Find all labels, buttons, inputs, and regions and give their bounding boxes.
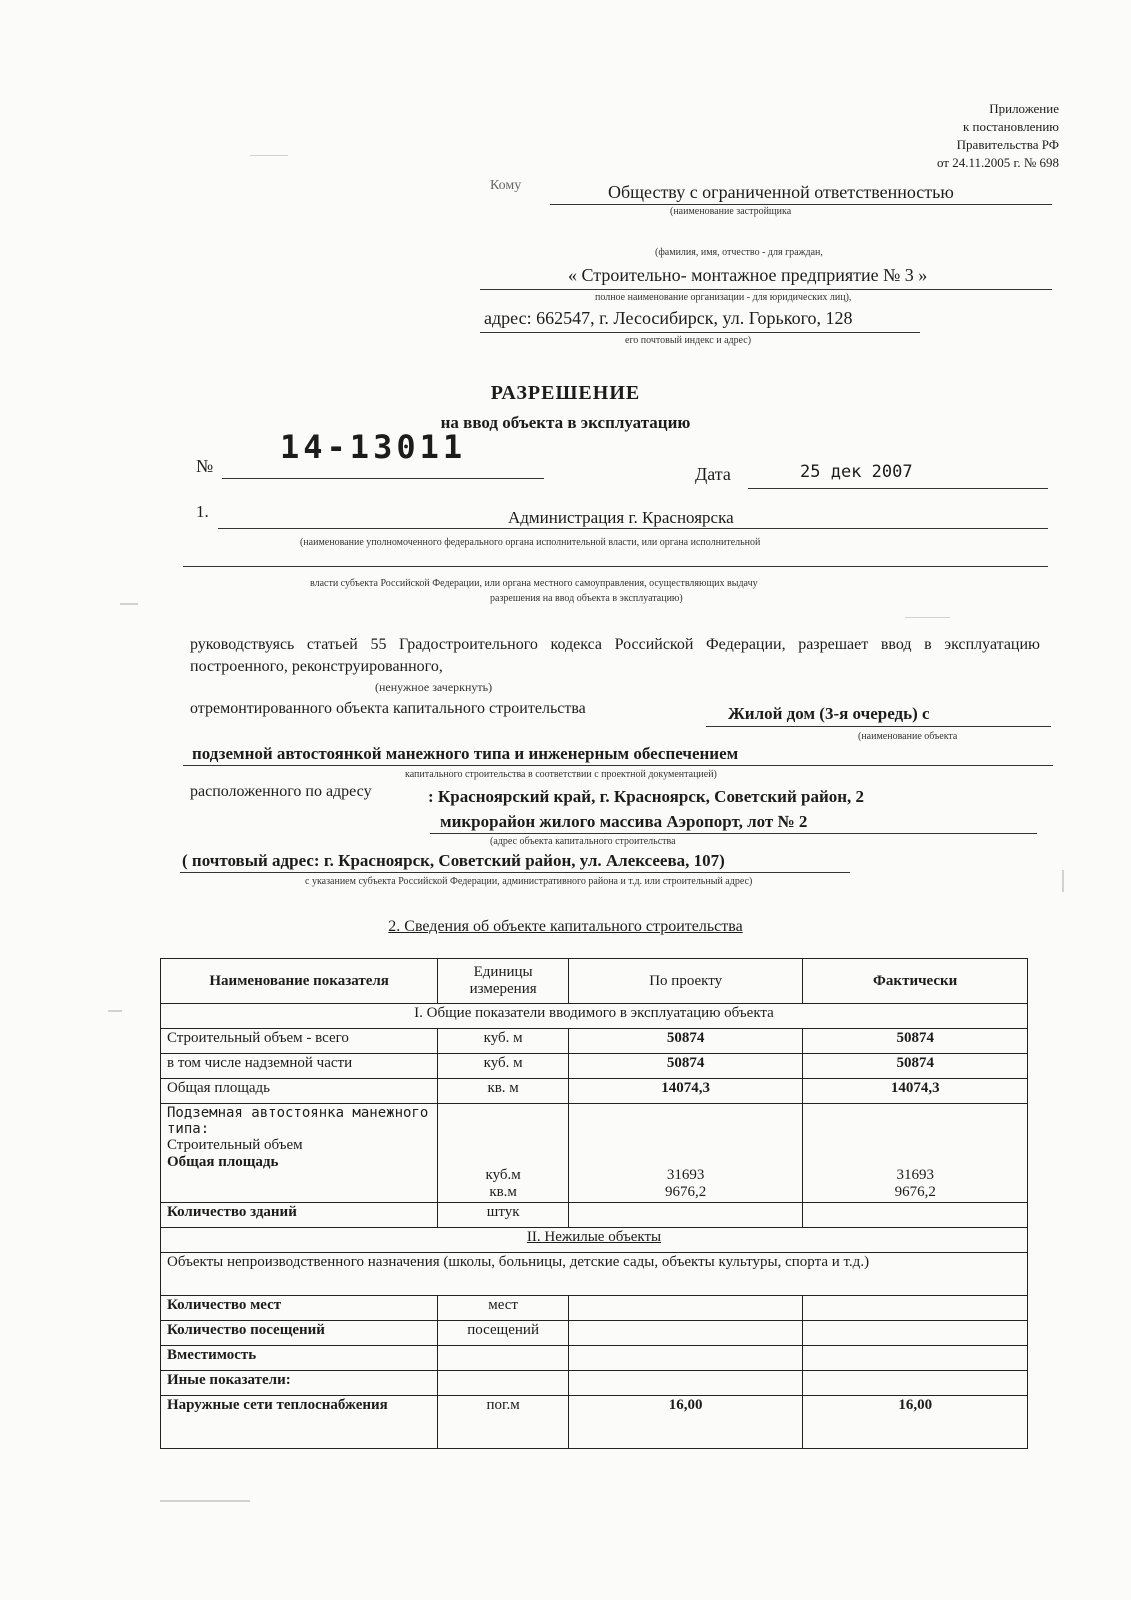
permit-number: 14-13011 bbox=[280, 428, 467, 466]
row-visits-name: Количество посещений bbox=[161, 1321, 438, 1346]
table-row bbox=[161, 1321, 1028, 1346]
object-name-2: подземной автостоянкой манежного типа и инженерным обеспечением bbox=[192, 744, 739, 763]
object-line-2 bbox=[183, 765, 1053, 766]
location-line-2: микрорайон жилого массива Аэропорт, лот № 2 bbox=[440, 812, 808, 831]
row-capacity-project bbox=[568, 1346, 802, 1371]
table-row bbox=[161, 1104, 1028, 1203]
parking-project bbox=[568, 1104, 802, 1203]
body-paragraph-1: руководствуясь статьей 55 Градостроительного кодекса Российской Федерации, разрешает ввод в эксплуатацию построенного, реконструированного, bbox=[190, 636, 1040, 675]
caption-object-2: капитального строительства в соответствии с проектной документацией) bbox=[405, 769, 717, 780]
row-heating-name: Наружные сети теплоснабжения bbox=[161, 1396, 438, 1449]
recipient-line-1 bbox=[550, 204, 1052, 205]
body-paragraph-2: отремонтированного объекта капитального строительства bbox=[190, 700, 586, 717]
table-row bbox=[161, 1371, 1028, 1396]
parking-row-2-project: 9676,2 bbox=[665, 1184, 707, 1200]
header-units: Единицы измерения bbox=[438, 959, 569, 1004]
recipient-address: адрес: 662547, г. Лесосибирск, ул. Горького, 128 bbox=[484, 308, 853, 328]
row-other-unit bbox=[438, 1371, 569, 1396]
recipient-caption-1: (наименование застройщика bbox=[670, 206, 792, 217]
location-underline bbox=[430, 833, 1037, 834]
row-2-unit: куб. м bbox=[438, 1054, 569, 1079]
row-other-project bbox=[568, 1371, 802, 1396]
appendix-line-1: Приложение bbox=[989, 101, 1059, 116]
parking-row-2-unit: кв.м bbox=[489, 1184, 517, 1200]
recipient-name-line-2: « Строительно- монтажное предприятие № 3 » bbox=[568, 265, 928, 285]
table-row bbox=[161, 1054, 1028, 1079]
row-1-unit: куб. м bbox=[438, 1029, 569, 1054]
caption-object: (наименование объекта bbox=[858, 731, 958, 742]
permit-number-line bbox=[222, 478, 544, 479]
buildings-project bbox=[568, 1203, 802, 1228]
parking-actual bbox=[803, 1104, 1028, 1203]
row-1-name: Строительный объем - всего bbox=[161, 1029, 438, 1054]
parking-row-2-actual: 9676,2 bbox=[894, 1184, 936, 1200]
row-1-project: 50874 bbox=[568, 1029, 802, 1054]
buildings-actual bbox=[803, 1203, 1028, 1228]
parking-units bbox=[438, 1104, 569, 1203]
caption-location: (адрес объекта капитального строительства bbox=[490, 836, 676, 847]
authority-caption-1: (наименование уполномоченного федерального органа исполнительной власти, или органа исполнительной bbox=[300, 537, 761, 548]
nonres-title: Объекты непроизводственного назначения (школы, больницы, детские сады, объекты культуры, спорта и т.д.) bbox=[161, 1253, 1028, 1296]
header-indicator: Наименование показателя bbox=[161, 959, 438, 1004]
row-visits-unit: посещений bbox=[438, 1321, 569, 1346]
table-row bbox=[161, 1396, 1028, 1449]
row-heating-project: 16,00 bbox=[568, 1396, 802, 1449]
postal-address: ( почтовый адрес: г. Красноярск, Советский район, ул. Алексеева, 107) bbox=[182, 851, 725, 870]
header-actual: Фактически bbox=[803, 959, 1028, 1004]
table-row bbox=[161, 1029, 1028, 1054]
scan-speck bbox=[160, 1500, 250, 1502]
postal-underline bbox=[180, 872, 850, 873]
recipient-line-2 bbox=[480, 289, 1052, 290]
recipient-caption-4: его почтовый индекс и адрес) bbox=[625, 335, 752, 346]
row-other-name: Иные показатели: bbox=[161, 1371, 438, 1396]
group-2-title: II. Нежилые объекты bbox=[161, 1228, 1028, 1253]
row-visits-actual bbox=[803, 1321, 1028, 1346]
row-capacity-actual bbox=[803, 1346, 1028, 1371]
row-seats-name: Количество мест bbox=[161, 1296, 438, 1321]
recipient-caption-2: (фамилия, имя, отчество - для граждан, bbox=[655, 247, 823, 258]
row-3-project: 14074,3 bbox=[568, 1079, 802, 1104]
object-line-1 bbox=[706, 726, 1051, 727]
parking-row-2-name: Общая площадь bbox=[167, 1154, 279, 1170]
row-3-name: Общая площадь bbox=[161, 1079, 438, 1104]
buildings-name: Количество зданий bbox=[161, 1203, 438, 1228]
permit-date-line bbox=[748, 488, 1048, 489]
permit-number-label: № bbox=[196, 456, 214, 476]
scan-speck bbox=[108, 1010, 122, 1012]
parking-row-1-project: 31693 bbox=[666, 1167, 705, 1183]
row-capacity-name: Вместимость bbox=[161, 1346, 438, 1371]
authority-line-1 bbox=[218, 528, 1048, 529]
authority-index: 1. bbox=[196, 502, 209, 521]
appendix-line-4: от 24.11.2005 г. № 698 bbox=[936, 155, 1059, 170]
parking-row-1-actual: 31693 bbox=[896, 1167, 934, 1183]
caption-postal: с указанием субъекта Российской Федерации, административного района и т.д. или строительный адрес) bbox=[305, 876, 753, 887]
document-title: РАЗРЕШЕНИЕ bbox=[490, 382, 641, 404]
buildings-unit: штук bbox=[438, 1203, 569, 1228]
row-heating-unit: пог.м bbox=[438, 1396, 569, 1449]
appendix-line-3: Правительства РФ bbox=[956, 137, 1059, 152]
row-seats-project bbox=[568, 1296, 802, 1321]
parking-title: Подземная автостоянка манежного типа: bbox=[167, 1105, 429, 1137]
authority-caption-3: разрешения на ввод объекта в эксплуатацию) bbox=[490, 593, 683, 604]
row-seats-unit: мест bbox=[438, 1296, 569, 1321]
section-2-title: 2. Сведения об объекте капитального строительства bbox=[388, 918, 743, 935]
parking-cell bbox=[161, 1104, 438, 1203]
authority-caption-2: власти субъекта Российской Федерации, или органа местного самоуправления, осуществляющих выдачу bbox=[310, 578, 758, 589]
table-header-row bbox=[161, 959, 1028, 1004]
recipient-caption-3: полное наименование организации - для юридических лиц), bbox=[595, 292, 852, 303]
group-1-title: I. Общие показатели вводимого в эксплуатацию объекта bbox=[161, 1004, 1028, 1029]
row-3-actual: 14074,3 bbox=[803, 1079, 1028, 1104]
row-visits-project bbox=[568, 1321, 802, 1346]
row-heating-actual: 16,00 bbox=[803, 1396, 1028, 1449]
group-row bbox=[161, 1004, 1028, 1029]
table-row bbox=[161, 1079, 1028, 1104]
table-row bbox=[161, 1253, 1028, 1296]
table-row bbox=[161, 1346, 1028, 1371]
table-row bbox=[161, 1296, 1028, 1321]
recipient-name-line-1: Обществу с ограниченной ответственностью bbox=[608, 182, 954, 202]
authority-name: Администрация г. Красноярска bbox=[508, 508, 734, 527]
location-line-1: : Красноярский край, г. Красноярск, Советский район, 2 bbox=[428, 787, 865, 806]
scan-speck bbox=[250, 155, 288, 156]
document-subtitle: на ввод объекта в эксплуатацию bbox=[440, 413, 691, 432]
recipient-label: Кому bbox=[490, 178, 522, 193]
row-other-actual bbox=[803, 1371, 1028, 1396]
appendix-block bbox=[937, 100, 1059, 172]
row-1-actual: 50874 bbox=[803, 1029, 1028, 1054]
group-row bbox=[161, 1228, 1028, 1253]
row-3-unit: кв. м bbox=[438, 1079, 569, 1104]
parking-row-1-unit: куб.м bbox=[485, 1167, 521, 1183]
permit-date-label: Дата bbox=[695, 464, 731, 484]
parking-row-1-name: Строительный объем bbox=[167, 1137, 303, 1153]
indicators-table bbox=[160, 958, 1028, 1449]
recipient-line-3 bbox=[480, 332, 920, 333]
row-2-actual: 50874 bbox=[803, 1054, 1028, 1079]
authority-line-2 bbox=[183, 566, 1048, 567]
table-row bbox=[161, 1203, 1028, 1228]
row-seats-actual bbox=[803, 1296, 1028, 1321]
appendix-line-2: к постановлению bbox=[962, 119, 1059, 134]
caption-strike: (ненужное зачеркнуть) bbox=[375, 680, 493, 694]
header-project: По проекту bbox=[568, 959, 802, 1004]
object-name-1: Жилой дом (3-я очередь) с bbox=[728, 704, 930, 723]
scan-speck bbox=[905, 617, 950, 618]
row-2-name: в том числе надземной части bbox=[161, 1054, 438, 1079]
scan-speck bbox=[120, 603, 138, 605]
scan-speck bbox=[1062, 870, 1064, 892]
location-label: расположенного по адресу bbox=[190, 783, 372, 800]
row-capacity-unit bbox=[438, 1346, 569, 1371]
permit-date: 25 дек 2007 bbox=[800, 462, 913, 482]
row-2-project: 50874 bbox=[568, 1054, 802, 1079]
